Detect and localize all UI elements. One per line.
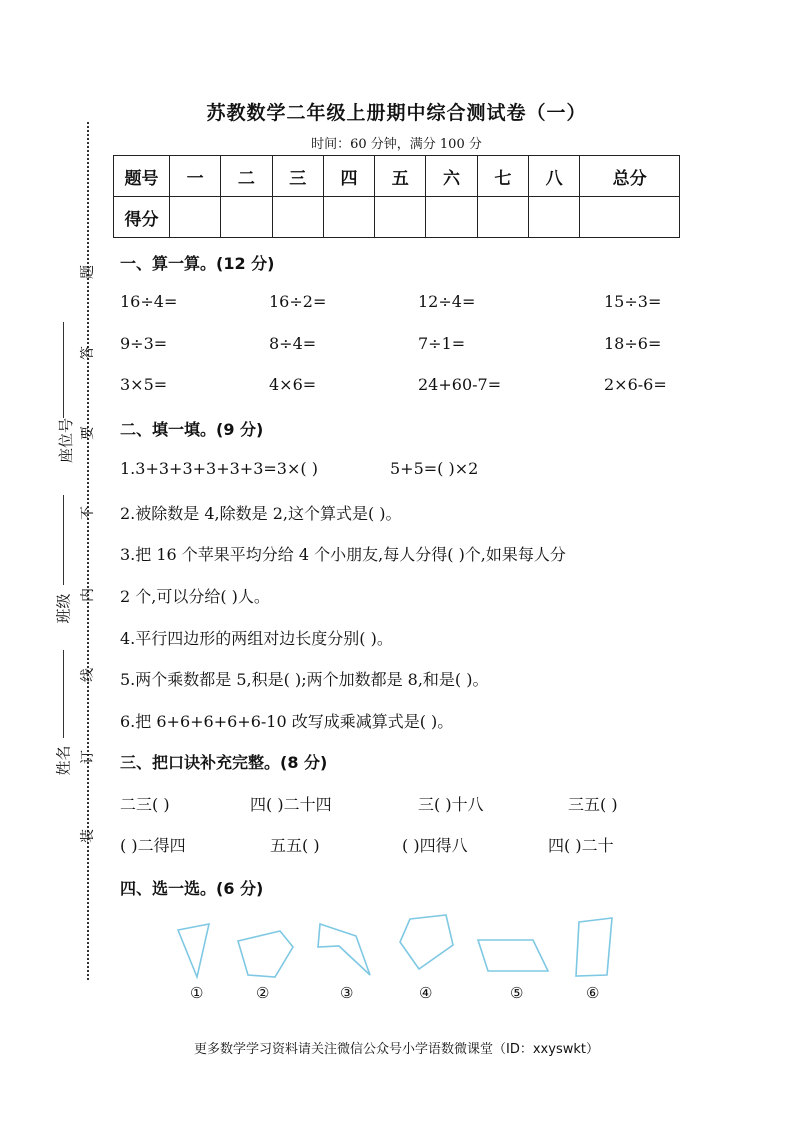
fill-question: 2 个,可以分给( )人。 <box>120 587 270 606</box>
score-input-cell[interactable] <box>375 197 426 238</box>
rhyme-item: 四( )二十四 <box>250 795 332 814</box>
rhyme-item: 二三( ) <box>120 795 170 814</box>
fill-question: 4.平行四边形的两组对边长度分别( )。 <box>120 629 393 648</box>
calc-item: 8÷4= <box>269 334 317 353</box>
score-input-cell[interactable] <box>426 197 477 238</box>
score-cell: 六 <box>426 156 477 197</box>
score-cell: 七 <box>477 156 528 197</box>
shape-label: ② <box>256 984 270 1002</box>
score-cell: 八 <box>528 156 579 197</box>
shape-5-parallelogram[interactable] <box>478 940 548 971</box>
footer-note: 更多数学学习资料请关注微信公众号小学语数微课堂（ID：xxyswkt） <box>194 1042 599 1057</box>
calc-item: 9÷3= <box>120 334 168 353</box>
binding-dotted-line <box>87 122 89 980</box>
rhyme-item: 三( )十八 <box>418 795 484 814</box>
section-heading: 三、把口诀补充完整。(8 分) <box>120 753 328 772</box>
score-input-cell[interactable] <box>170 197 221 238</box>
calc-item: 12÷4= <box>418 292 476 311</box>
calc-item: 16÷2= <box>269 292 327 311</box>
score-input-cell[interactable] <box>323 197 374 238</box>
score-cell: 一 <box>170 156 221 197</box>
shape-label: ⑥ <box>586 984 600 1002</box>
score-cell: 二 <box>221 156 272 197</box>
binding-char: 不 <box>80 506 96 520</box>
section-heading: 二、填一填。(9 分) <box>120 420 264 439</box>
fill-question: 2.被除数是 4,除数是 2,这个算式是( )。 <box>120 504 402 523</box>
binding-char: 题 <box>80 265 96 279</box>
class-label: 班级 <box>54 593 73 624</box>
shape-label: ④ <box>419 984 433 1002</box>
shape-6-quadrilateral[interactable] <box>576 918 612 976</box>
shape-4-pentagon[interactable] <box>400 915 453 969</box>
score-table <box>113 155 680 238</box>
fill-question: 3.把 16 个苹果平均分给 4 个小朋友,每人分得( )个,如果每人分 <box>120 545 566 564</box>
rhyme-item: ( )二得四 <box>120 836 186 855</box>
name-blank-line[interactable] <box>63 650 64 738</box>
binding-char: 答 <box>80 346 96 360</box>
score-cell: 题号 <box>114 156 170 197</box>
section-heading: 四、选一选。(6 分) <box>120 879 264 898</box>
page-title: 苏教数学二年级上册期中综合测试卷（一） <box>206 102 587 124</box>
fill-question: 1.3+3+3+3+3+3=3×( ) <box>120 459 318 478</box>
score-cell: 总分 <box>580 156 680 197</box>
calc-item: 15÷3= <box>604 292 662 311</box>
shape-label: ③ <box>340 984 354 1002</box>
section-heading: 一、算一算。(12 分) <box>120 254 275 273</box>
calc-item: 18÷6= <box>604 334 662 353</box>
shapes-figure <box>160 905 640 985</box>
calc-item: 16÷4= <box>120 292 178 311</box>
binding-char: 装 <box>80 829 96 843</box>
score-cell: 四 <box>323 156 374 197</box>
fill-question: 5.两个乘数都是 5,积是( );两个加数都是 8,和是( )。 <box>120 670 489 689</box>
score-cell: 三 <box>272 156 323 197</box>
binding-char: 要 <box>80 426 96 440</box>
shape-1-triangle[interactable] <box>178 924 209 977</box>
calc-item: 24+60-7= <box>418 375 502 394</box>
seat-blank-line[interactable] <box>63 322 64 418</box>
score-input-cell[interactable] <box>272 197 323 238</box>
rhyme-item: ( )四得八 <box>402 836 468 855</box>
score-input-cell[interactable] <box>580 197 680 238</box>
score-input-cell[interactable] <box>221 197 272 238</box>
calc-item: 3×5= <box>120 375 168 394</box>
score-input-cell[interactable] <box>477 197 528 238</box>
score-cell: 五 <box>375 156 426 197</box>
shape-2-pentagon[interactable] <box>238 931 293 977</box>
rhyme-item: 五五( ) <box>270 836 320 855</box>
fill-question: 5+5=( )×2 <box>390 459 479 478</box>
fill-question: 6.把 6+6+6+6+6-10 改写成乘减算式是( )。 <box>120 712 454 731</box>
class-blank-line[interactable] <box>63 495 64 585</box>
calc-item: 7÷1= <box>418 334 466 353</box>
binding-char: 线 <box>80 668 96 682</box>
shape-3-concave[interactable] <box>318 924 370 975</box>
exam-info: 时间：60 分钟，满分 100 分 <box>311 137 482 152</box>
calc-item: 2×6-6= <box>604 375 667 394</box>
score-table-score-row <box>114 197 680 238</box>
score-label-cell: 得分 <box>114 197 170 238</box>
rhyme-item: 四( )二十 <box>548 836 614 855</box>
binding-char: 订 <box>80 750 96 764</box>
score-table-header-row <box>114 156 680 197</box>
name-label: 姓名 <box>54 745 73 776</box>
rhyme-item: 三五( ) <box>568 795 618 814</box>
calc-item: 4×6= <box>269 375 317 394</box>
binding-char: 内 <box>80 588 96 602</box>
shape-label: ⑤ <box>510 984 524 1002</box>
seat-label: 座位号 <box>57 417 76 464</box>
shape-label: ① <box>190 984 204 1002</box>
score-input-cell[interactable] <box>528 197 579 238</box>
